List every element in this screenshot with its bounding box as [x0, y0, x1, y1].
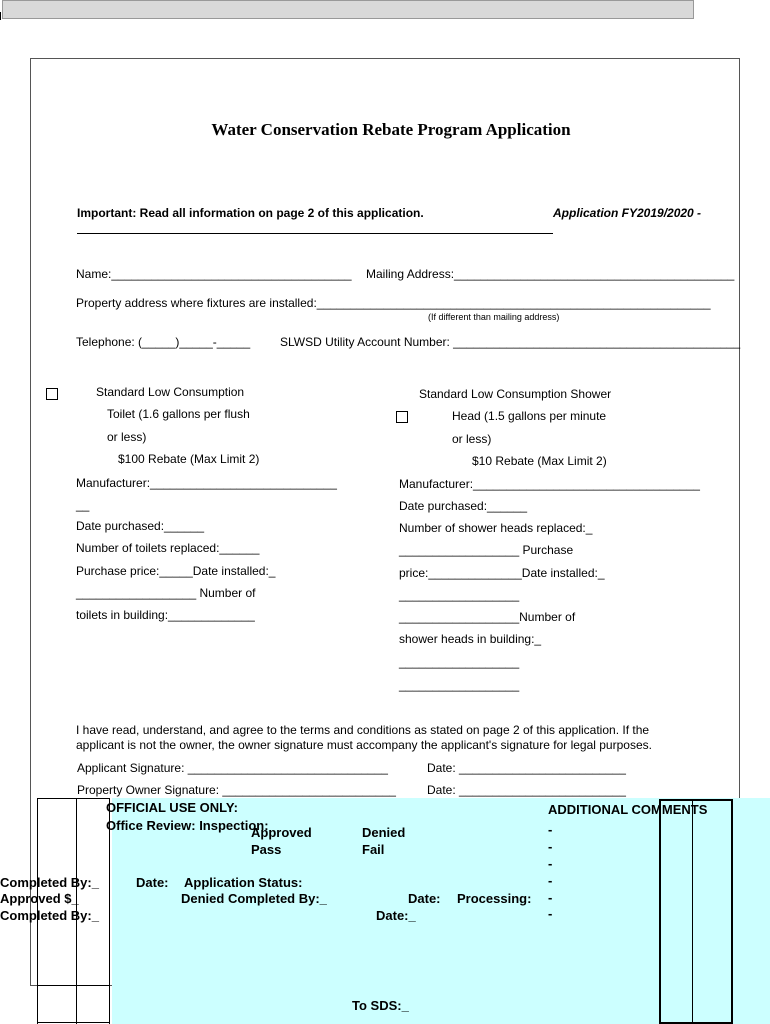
toilet-line2: Toilet (1.6 gallons per flush — [107, 407, 250, 421]
denied-label: Denied — [362, 825, 406, 840]
mailing-address-field[interactable]: Mailing Address:__________________________________________ — [366, 267, 735, 281]
date-label: Date: — [408, 891, 441, 906]
approved-label: Approved — [251, 825, 312, 840]
grid-line — [37, 1022, 110, 1023]
comment-dash: - — [548, 839, 553, 854]
telephone-field[interactable]: Telephone: (_____)_____-_____ — [76, 335, 251, 349]
approved-amount-field[interactable]: Approved $_ — [0, 891, 79, 906]
application-status-label: Application Status: — [184, 875, 303, 890]
completed-by-field[interactable]: Completed By:_ — [0, 908, 99, 923]
shower-manufacturer-field[interactable]: Manufacturer:__________________________________ — [399, 477, 700, 491]
toilet-line1: Standard Low Consumption — [96, 385, 245, 399]
shower-price-field[interactable]: price:______________Date installed:_ — [399, 566, 605, 580]
denied-completed-by-field[interactable]: Denied Completed By:_ — [181, 891, 327, 906]
toilet-manufacturer-field[interactable]: Manufacturer:____________________________ — [76, 476, 337, 490]
top-scrollbar[interactable] — [2, 0, 694, 19]
processing-label: Processing: — [457, 891, 532, 906]
property-address-field[interactable]: Property address where fixtures are installed:___________________________________________________________ — [76, 296, 711, 310]
grid-line — [37, 985, 110, 986]
toilets-in-building-field[interactable]: toilets in building:_____________ — [76, 608, 255, 622]
comments-box — [659, 799, 733, 1024]
date-field[interactable]: Date:_ — [376, 908, 416, 923]
toilet-number-line[interactable]: __________________ Number of — [76, 586, 256, 600]
comment-dash: - — [548, 856, 553, 871]
shower-date-purchased-field[interactable]: Date purchased:______ — [399, 499, 528, 513]
date-label: Date: — [136, 875, 169, 890]
additional-comments-label: ADDITIONAL COMMENTS — [548, 802, 708, 817]
shower-number-of[interactable]: __________________Number of — [399, 610, 576, 624]
account-number-field[interactable]: SLWSD Utility Account Number: ___________________________________________ — [280, 335, 741, 349]
toilet-checkbox[interactable] — [46, 388, 58, 400]
toilets-replaced-field[interactable]: Number of toilets replaced:______ — [76, 541, 260, 555]
comment-dash: - — [548, 822, 553, 837]
page-title: Water Conservation Rebate Program Application — [211, 120, 571, 139]
shower-checkbox[interactable] — [396, 411, 408, 423]
header-rule — [77, 233, 553, 234]
office-review-label: Office Review: Inspection: — [106, 818, 269, 833]
corner-mark — [0, 12, 1, 20]
completed-by-field[interactable]: Completed By:_ — [0, 875, 99, 890]
shower-line1: Standard Low Consumption Shower — [419, 387, 612, 401]
shower-purchase-line[interactable]: __________________ Purchase — [399, 543, 574, 557]
pass-label: Pass — [251, 842, 282, 857]
comment-dash: - — [548, 890, 553, 905]
owner-signature-field[interactable]: Property Owner Signature: __________________________ — [77, 783, 396, 797]
to-sds-field[interactable]: To SDS:_ — [352, 998, 409, 1013]
applicant-signature-field[interactable]: Applicant Signature: ______________________________ — [77, 761, 388, 775]
shower-blank-line[interactable]: __________________ — [399, 588, 520, 602]
grid-line — [37, 798, 110, 799]
fail-label: Fail — [362, 842, 385, 857]
owner-date-field[interactable]: Date: _________________________ — [427, 783, 626, 797]
official-heading: OFFICIAL USE ONLY: — [106, 800, 238, 815]
toilet-price-field[interactable]: Purchase price:_____Date installed:_ — [76, 564, 276, 578]
toilet-date-purchased-field[interactable]: Date purchased:______ — [76, 519, 205, 533]
shower-line2: Head (1.5 gallons per minute — [452, 409, 607, 423]
toilet-dash: __ — [76, 498, 90, 512]
agreement-line1: I have read, understand, and agree to the terms and conditions as stated on page 2 of this application. If the — [76, 723, 650, 737]
if-different-note: (If different than mailing address) — [428, 312, 560, 322]
agreement-line2: applicant is not the owner, the owner signature must accompany the applicant's signature for legal purposes. — [76, 738, 652, 752]
fiscal-year: Application FY2019/2020 - — [553, 206, 702, 220]
comment-dash: - — [548, 906, 553, 921]
shower-blank-line[interactable]: __________________ — [399, 678, 520, 692]
toilet-rebate: $100 Rebate (Max Limit 2) — [118, 452, 260, 466]
toilet-line3: or less) — [107, 430, 147, 444]
comment-dash: - — [548, 873, 553, 888]
name-field[interactable]: Name:____________________________________ — [76, 267, 352, 281]
shower-heads-in-building-field[interactable]: shower heads in building:_ — [399, 632, 542, 646]
shower-heads-replaced-field[interactable]: Number of shower heads replaced:_ — [399, 521, 593, 535]
shower-line3: or less) — [452, 432, 492, 446]
applicant-date-field[interactable]: Date: _________________________ — [427, 761, 626, 775]
grid-line — [692, 799, 693, 1024]
shower-rebate: $10 Rebate (Max Limit 2) — [472, 454, 607, 468]
shower-blank-line[interactable]: __________________ — [399, 655, 520, 669]
important-note: Important: Read all information on page 2 of this application. — [77, 206, 424, 220]
